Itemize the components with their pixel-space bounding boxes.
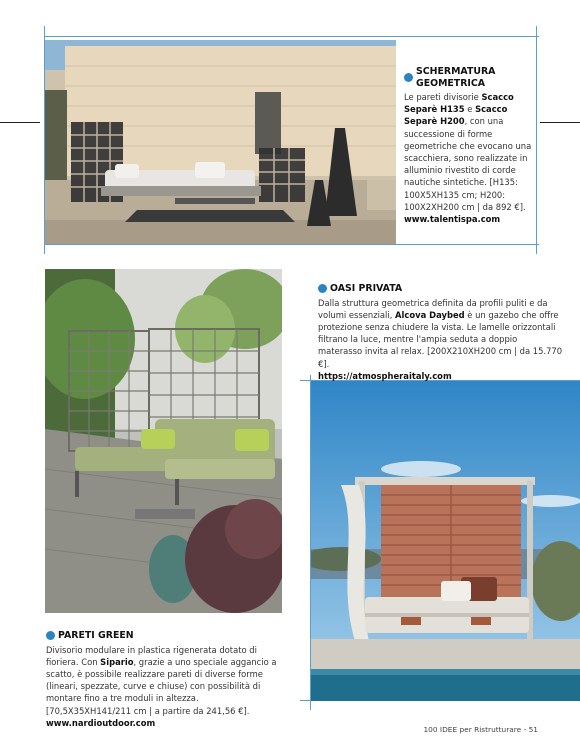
article-pareti-green xyxy=(46,630,286,729)
body-text: Le pareti divisorie xyxy=(404,92,482,102)
heading-text: PARETI GREEN xyxy=(58,630,134,641)
article-heading xyxy=(404,66,532,89)
article-url-link[interactable]: www.talentispa.com xyxy=(404,214,501,225)
product-name: Alcova Daybed xyxy=(395,309,465,320)
body-text: Divisorio modulare in plastica rigenerata dotato di fioriera. Con xyxy=(46,644,257,667)
frame-right-rule xyxy=(536,26,537,254)
crop-line-right xyxy=(540,122,580,123)
article-body xyxy=(404,91,532,213)
frame-bottom-rule xyxy=(45,244,539,245)
crop-line-left xyxy=(0,122,40,123)
article-heading xyxy=(46,630,286,642)
photo-daybed-gazebo xyxy=(311,381,580,701)
bullet-dot-icon xyxy=(318,284,327,293)
body-text: , con una successione di forme geometriche che evocano una scacchiera, sono realizzate in alluminio rivestito di corde nautiche sintetiche. [H135: 100X5XH135 cm; H200: 100X2XH200 cm | da 892 €]. xyxy=(404,116,532,212)
product-name: Scacco Separè H200 xyxy=(404,104,508,127)
article-url-link[interactable]: www.nardioutdoor.com xyxy=(46,717,156,728)
body-text: , grazie a uno speciale aggancio a scatto, è possibile realizzare pareti di diverse forme (lineari, spezzate, curve e chiuse) con possibilità di montare fino a tre moduli in altezza. [70,5X35XH141/211 cm | a partire da 241,56 €]. xyxy=(46,656,277,716)
article-oasi-privata xyxy=(318,283,564,382)
heading-line-2: GEOMETRICA xyxy=(416,77,486,89)
body-text: Dalla struttura geometrica definita da profili puliti e da volumi essenziali, xyxy=(318,297,548,320)
article-body xyxy=(46,644,286,717)
page-footer: 100 IDEE per Ristrutturare - 51 xyxy=(423,725,538,734)
heading-line-1: SCHERMATURA xyxy=(416,66,496,77)
article-schermatura-geometrica xyxy=(404,66,532,225)
photo-terrace-screens xyxy=(45,40,396,244)
product-name: Sipario xyxy=(100,656,134,667)
heading-text: OASI PRIVATA xyxy=(330,283,403,294)
article-url-link[interactable]: https://atmospheraitaly.com xyxy=(318,370,452,381)
bullet-dot-icon xyxy=(404,73,413,82)
product-name: Scacco Separè H135 xyxy=(404,92,514,115)
frame-top-rule xyxy=(45,36,539,37)
body-text: è un gazebo che offre protezione senza chiudere la vista. Le lamelle orizzontali filtrano la luce, mentre l'ampia seduta a doppio materasso invita al relax. [200X210XH200 cm | da 15.770 €]. xyxy=(318,309,563,369)
article-body xyxy=(318,297,564,370)
photo-green-modular-wall xyxy=(45,269,282,613)
body-text: e xyxy=(464,104,476,115)
bullet-dot-icon xyxy=(46,631,55,640)
article-heading xyxy=(318,283,564,295)
